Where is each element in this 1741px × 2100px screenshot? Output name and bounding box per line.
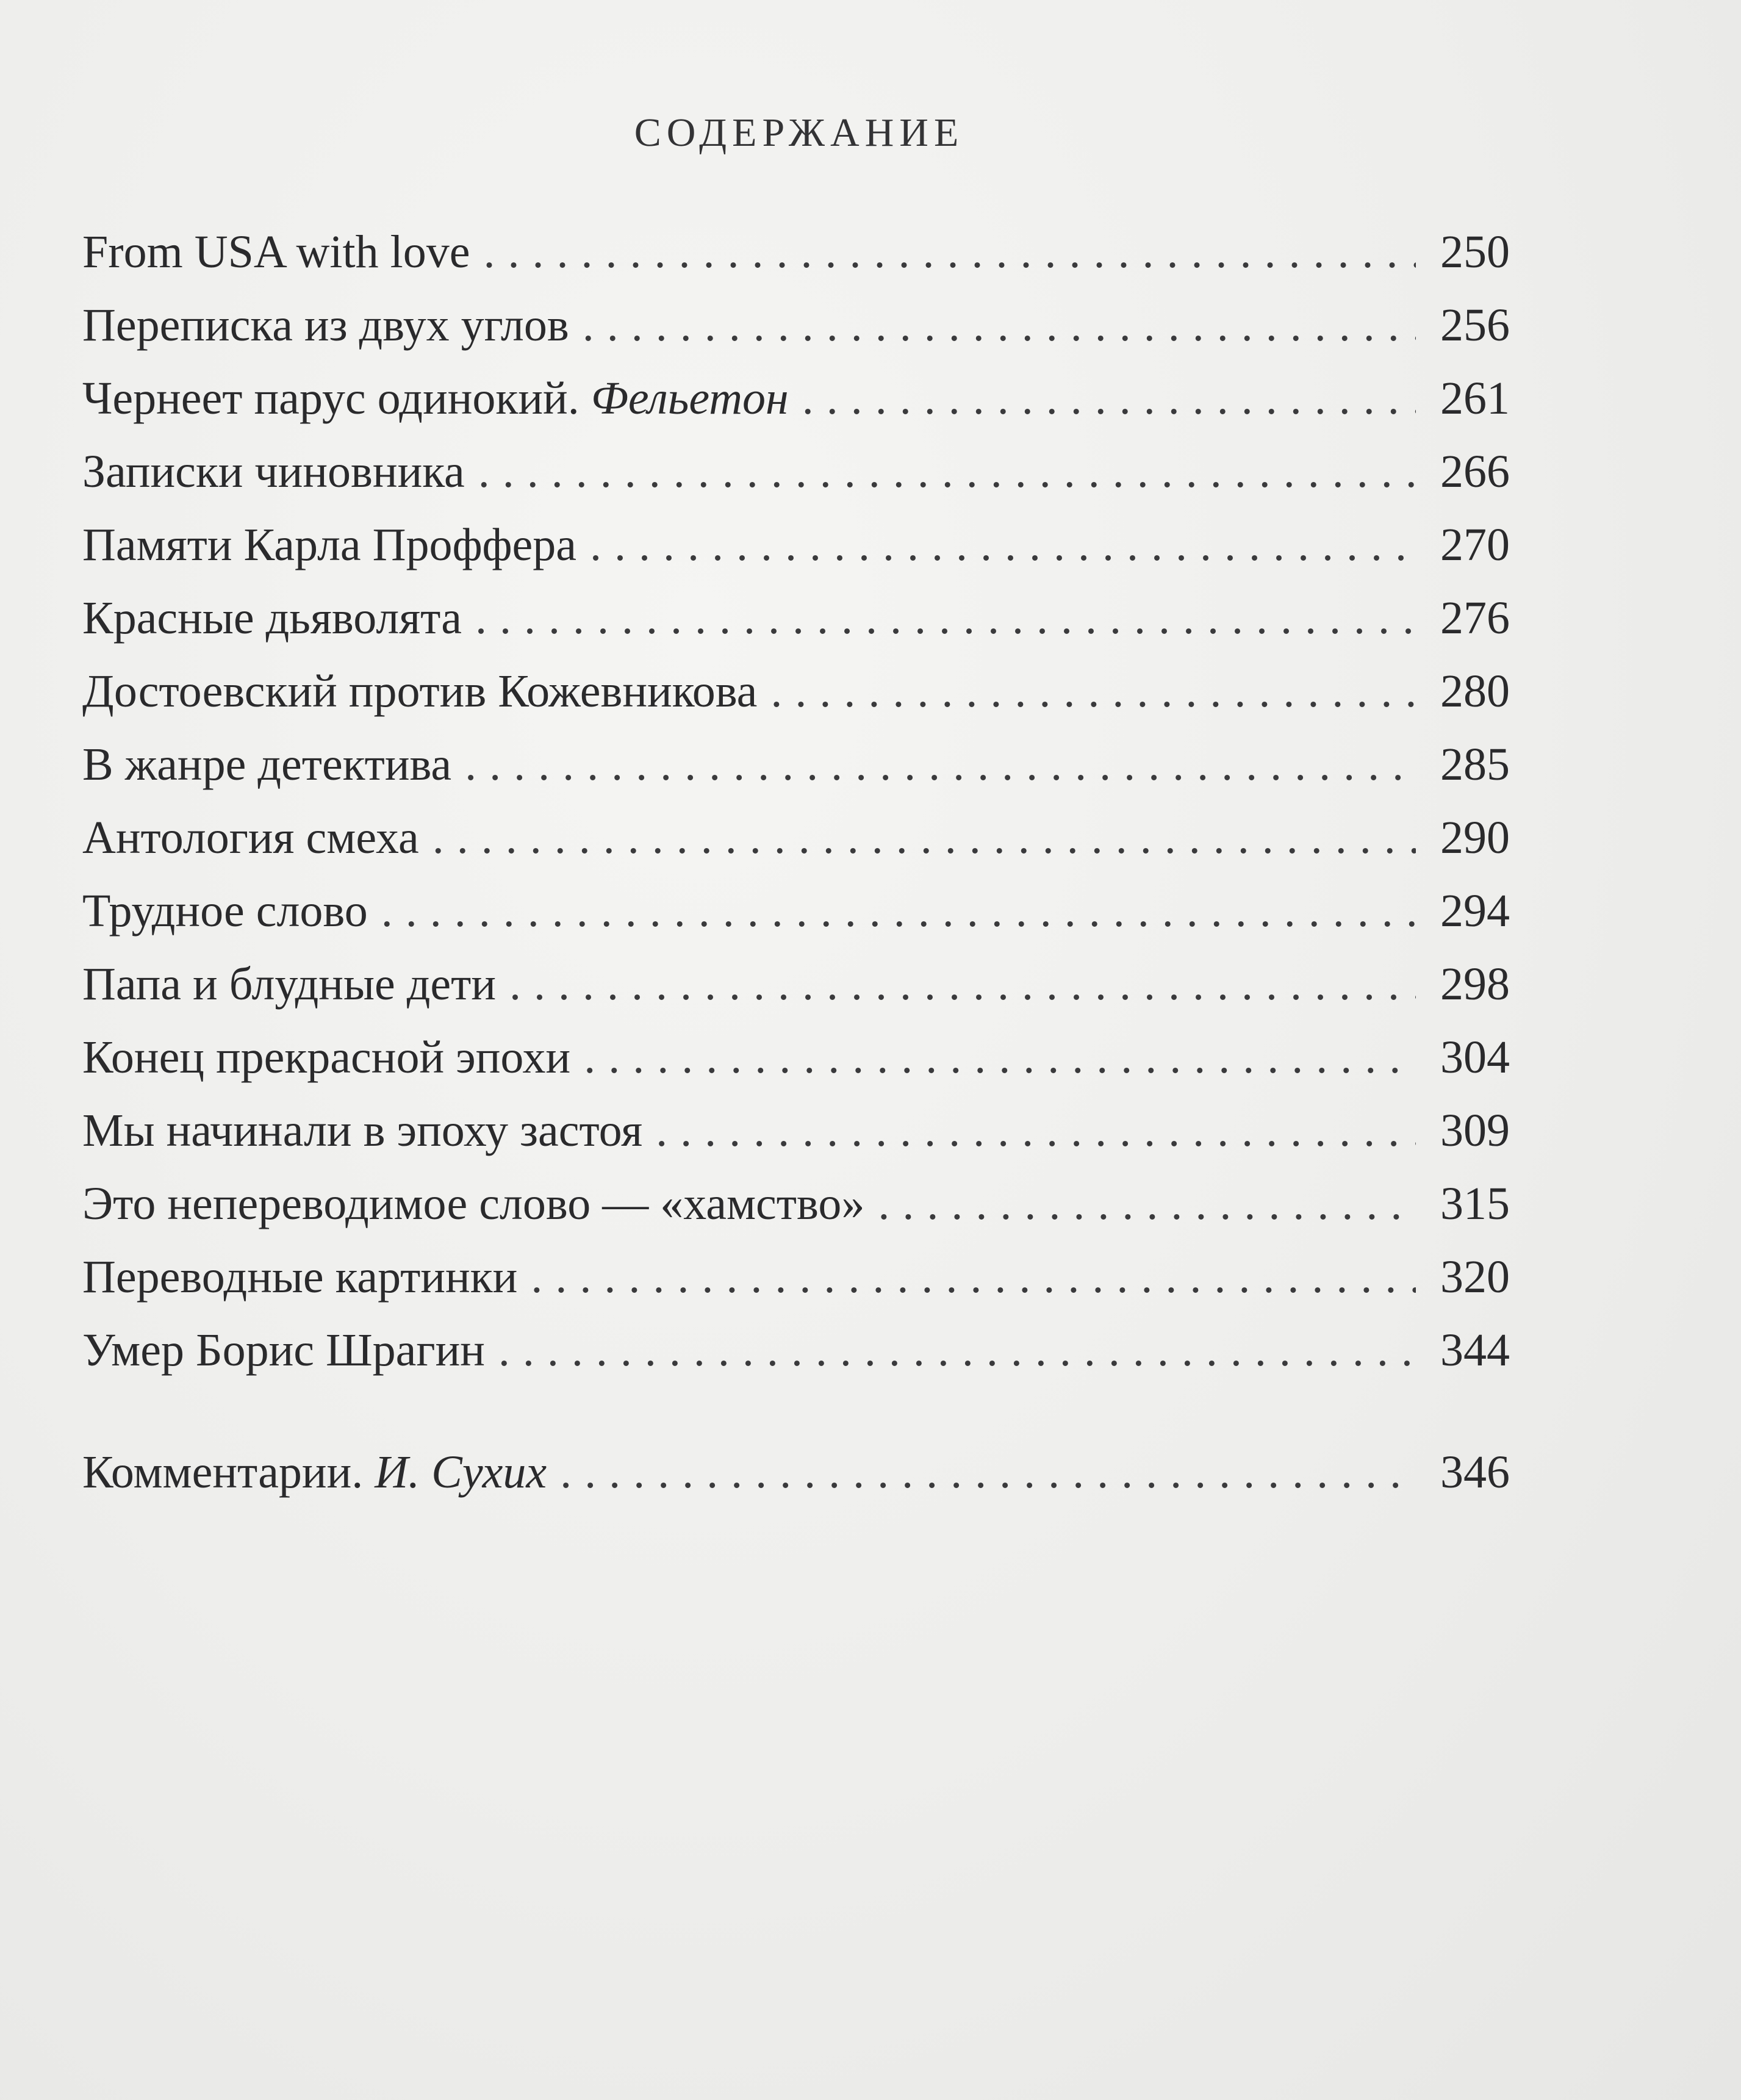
toc-entry <box>82 299 1510 360</box>
dot-leader <box>878 1178 1416 1231</box>
toc-entry-title: Антология смеха <box>82 812 419 863</box>
dot-leader <box>770 665 1416 718</box>
dot-leader <box>498 1324 1416 1377</box>
toc-entry-page: 344 <box>1440 1325 1510 1376</box>
dot-leader <box>433 811 1416 865</box>
dot-leader <box>584 1031 1416 1084</box>
dot-leader <box>475 592 1416 645</box>
dot-leader <box>465 738 1416 791</box>
dot-leader <box>590 519 1416 572</box>
toc-entry <box>82 1251 1510 1312</box>
toc-entry-title: Памяти Карла Проффера <box>82 519 577 570</box>
toc-entry-title: Достоевский против Кожевникова <box>82 666 758 717</box>
dot-leader <box>531 1251 1416 1304</box>
toc-entry-title: Переводные картинки <box>82 1251 518 1303</box>
toc-entry-title: From USA with love <box>82 226 470 278</box>
toc-entry-page: 298 <box>1440 958 1510 1010</box>
toc-entry-page: 261 <box>1440 373 1510 424</box>
toc-entry-title: Записки чиновника <box>82 446 465 497</box>
toc-entry <box>82 592 1510 653</box>
toc-entry-page: 270 <box>1440 519 1510 570</box>
toc-entry-title: Конец прекрасной эпохи <box>82 1032 571 1083</box>
toc-entry <box>82 1324 1510 1385</box>
toc-entry <box>82 1031 1510 1092</box>
toc-entry <box>82 445 1510 506</box>
toc-entry-title: Папа и блудные дети <box>82 958 497 1010</box>
dot-leader <box>381 885 1416 938</box>
dot-leader <box>656 1104 1416 1157</box>
toc-entry <box>82 1446 1510 1507</box>
toc-entry <box>82 885 1510 946</box>
toc-entry-title: Красные дьяволята <box>82 592 462 644</box>
dot-leader <box>560 1446 1416 1499</box>
toc-entry-title: Комментарии. И. Сухих <box>82 1447 547 1498</box>
dot-leader <box>484 226 1416 279</box>
toc-entry-title: Мы начинали в эпоху застоя <box>82 1105 643 1156</box>
toc-entry-title: Чернеет парус одинокий. Фельетон <box>82 373 789 424</box>
toc-entry-page: 309 <box>1440 1105 1510 1156</box>
dot-leader <box>478 445 1416 498</box>
toc-entry <box>82 958 1510 1019</box>
toc-entry <box>82 226 1510 287</box>
toc-entry-page: 290 <box>1440 812 1510 863</box>
dot-leader <box>802 372 1416 425</box>
toc-entry-title: Умер Борис Шрагин <box>82 1325 485 1376</box>
dot-leader <box>509 958 1416 1011</box>
toc-entry-title: Это непереводимое слово — «хамство» <box>82 1178 865 1229</box>
toc-entry <box>82 665 1510 726</box>
toc-entry-page: 250 <box>1440 226 1510 278</box>
toc-entry <box>82 1178 1510 1239</box>
toc-entry-page: 346 <box>1440 1447 1510 1498</box>
toc-entry-title: В жанре детектива <box>82 739 452 790</box>
page-title: СОДЕРЖАНИЕ <box>634 110 964 155</box>
toc-entry-page: 320 <box>1440 1251 1510 1303</box>
dot-leader <box>583 299 1416 352</box>
toc-entry-page: 285 <box>1440 739 1510 790</box>
toc-entry-page: 280 <box>1440 666 1510 717</box>
toc-entry <box>82 738 1510 799</box>
toc-entry-title: Трудное слово <box>82 885 368 937</box>
toc-entry <box>82 372 1510 433</box>
toc-entry-page: 266 <box>1440 446 1510 497</box>
toc-entry <box>82 811 1510 872</box>
toc-entry-page: 294 <box>1440 885 1510 937</box>
toc-entry-page: 315 <box>1440 1178 1510 1229</box>
toc-entry-page: 256 <box>1440 300 1510 351</box>
toc-entry-page: 276 <box>1440 592 1510 644</box>
toc-entry-title: Переписка из двух углов <box>82 300 569 351</box>
toc-entry <box>82 1104 1510 1165</box>
toc-entry-page: 304 <box>1440 1032 1510 1083</box>
toc-entry <box>82 519 1510 580</box>
